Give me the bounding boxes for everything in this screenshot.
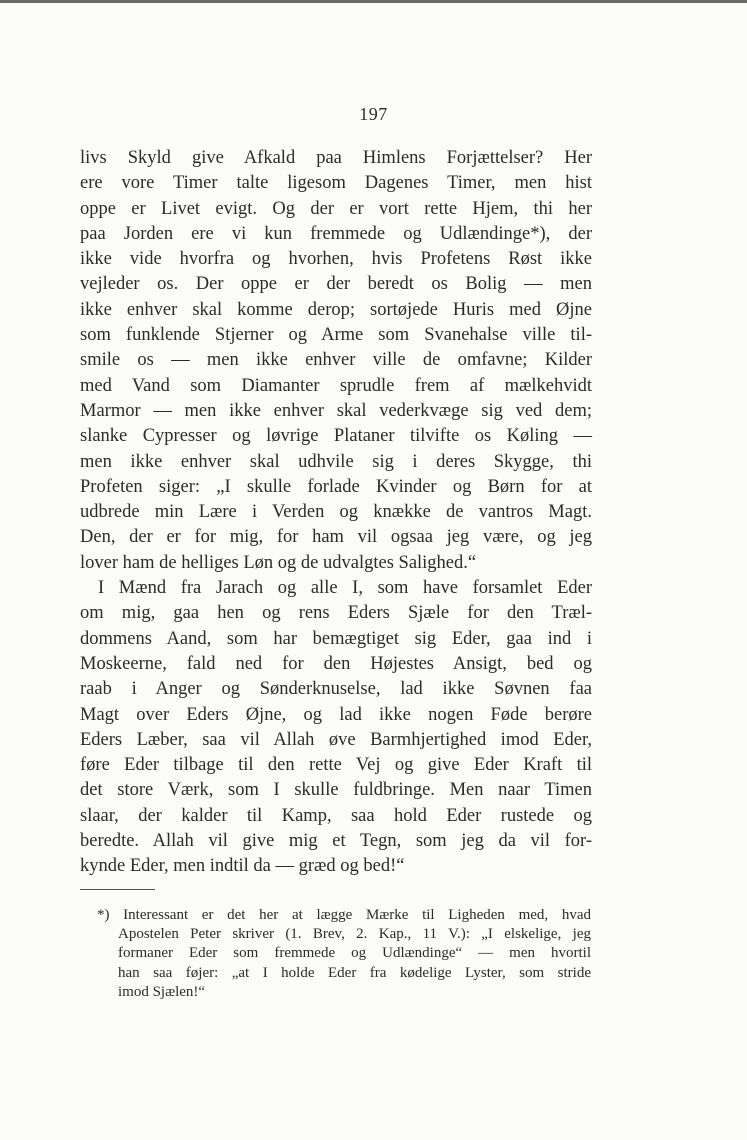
text-line: det store Værk, som I skulle fuldbringe. Men naar Timen [80, 780, 592, 801]
footnote-line: *) Interessant er det her at lægge Mærke til Ligheden med, hvad [97, 907, 591, 923]
paragraph-start-line: I Mænd fra Jarach og alle I, som have forsamlet Eder [98, 578, 592, 599]
text-line: slaar, der kalder til Kamp, saa hold Eder rustede og [80, 805, 592, 826]
body-text [80, 146, 592, 880]
text-line: Magt over Eders Øjne, og lad ikke nogen Føde berøre [80, 704, 592, 725]
text-line: om mig, gaa hen og rens Eders Sjæle for den Træl- [80, 603, 592, 624]
text-line: med Vand som Diamanter sprudle frem af mælkehvidt [80, 375, 592, 396]
text-line: Moskeerne, fald ned for den Højestes Ansigt, bed og [80, 653, 592, 674]
page-number: 197 [359, 104, 388, 124]
footnote-divider [80, 889, 155, 890]
paragraph-end-line: lover ham de helliges Løn og de udvalgtes Salighed.“ [80, 552, 477, 573]
text-line: Profeten siger: „I skulle forlade Kvinder og Børn for at [80, 476, 592, 497]
text-line: føre Eder tilbage til den rette Vej og give Eder Kraft til [80, 755, 592, 776]
footnote-line: han saa føjer: „at I holde Eder fra kødelige Lyster, som stride [118, 964, 591, 981]
text-line: smile os — men ikke enhver ville de omfavne; Kilder [80, 350, 592, 371]
text-line: livs Skyld give Afkald paa Himlens Forjættelser? Her [80, 148, 592, 168]
text-line: Eders Læber, saa vil Allah øve Barmhjertighed imod Eder, [80, 729, 592, 750]
text-line: ikke enhver skal komme derop; sortøjede Huris med Øjne [80, 299, 592, 320]
text-line: Den, der er for mig, for ham vil ogsaa jeg være, og jeg [80, 527, 592, 548]
footnote-line: imod Sjælen!“ [118, 983, 206, 1000]
paragraph-end-line: kynde Eder, men indtil da — græd og bed!“ [80, 856, 405, 877]
text-line: som funklende Stjerner og Arme som Svanehalse ville til- [80, 325, 592, 346]
footnote [97, 906, 591, 1002]
text-line: Marmor — men ikke enhver skal vederkvæge sig ved dem; [80, 400, 592, 421]
text-line: beredte. Allah vil give mig et Tegn, som jeg da vil for- [80, 831, 592, 852]
text-line: men ikke enhver skal udhvile sig i deres Skygge, thi [80, 451, 592, 472]
footnote-line: formaner Eder som fremmede og Udlændinge“ — men hvortil [118, 945, 591, 962]
text-line: vejleder os. Der oppe er der beredt os Bolig — men [80, 274, 592, 295]
text-line: oppe er Livet evigt. Og der er vort rette Hjem, thi her [80, 198, 592, 219]
footnote-line: Apostelen Peter skriver (1. Brev, 2. Kap., 11 V.): „I elskelige, jeg [118, 926, 591, 943]
text-line: ikke vide hvorfra og hvorhen, hvis Profetens Røst ikke [80, 249, 592, 270]
text-line: dommens Aand, som har bemægtiget sig Eder, gaa ind i [80, 628, 592, 649]
text-line: raab i Anger og Sønderknuselse, lad ikke Søvnen faa [80, 679, 592, 700]
text-line: slanke Cypresser og løvrige Plataner tilvifte os Køling — [80, 426, 592, 447]
text-line: ere vore Timer talte ligesom Dagenes Timer, men hist [80, 173, 592, 194]
text-line: udbrede min Lære i Verden og knække de vantros Magt. [80, 502, 592, 523]
page-top-edge [0, 0, 747, 3]
text-line: paa Jorden ere vi kun fremmede og Udlændinge*), der [80, 223, 592, 244]
